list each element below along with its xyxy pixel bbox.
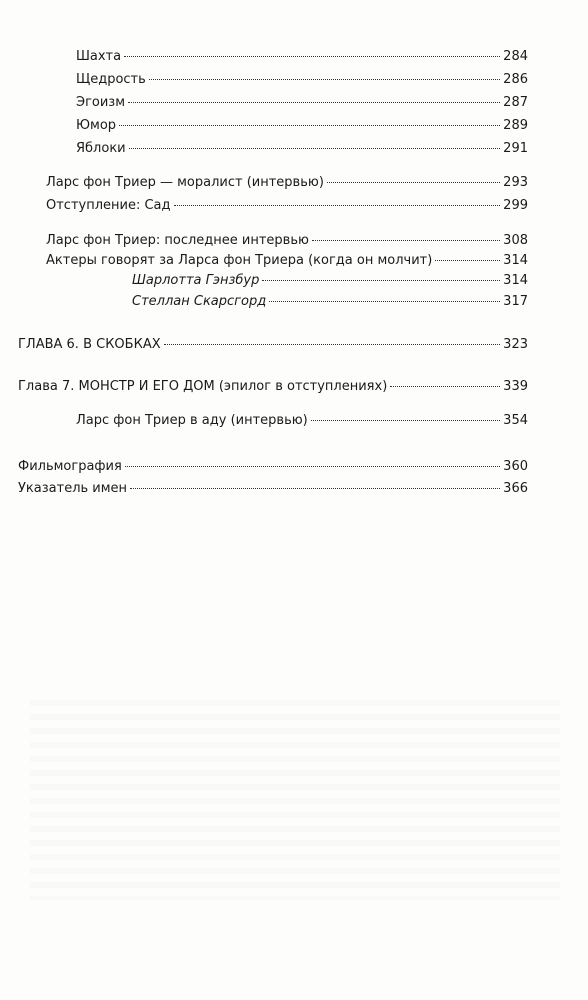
toc-entry-name-index [18,481,528,499]
toc-entry-chapter-6 [18,337,528,355]
toc-entry-label: Ларс фон Триер в аду (интервью) [76,413,308,428]
toc-entry-in-hell-interview [76,413,528,431]
toc-entry-last-interview [46,233,528,251]
toc-entry-label: ГЛАВА 6. В СКОБКАХ [18,337,161,352]
toc-page-number: 284 [503,49,528,64]
toc-entry-gainsbourg [132,273,528,291]
toc-entry-shakhta [76,49,528,67]
toc-entry-label: Шарлотта Гэнзбур [132,273,260,288]
toc-page-number: 339 [503,379,528,394]
toc-entry-label: Указатель имен [18,481,128,496]
toc-page-number: 354 [503,413,528,428]
toc-entry-yabloki [76,141,528,159]
toc-entry-yumor [76,118,528,136]
dot-leader [128,102,500,103]
dot-leader [119,125,500,126]
toc-page-number: 308 [503,233,528,248]
toc-entry-moralist-interview [46,175,528,193]
dot-leader [390,386,500,387]
toc-page-number: 287 [503,95,528,110]
dot-leader [125,466,500,467]
toc-page-number: 323 [503,337,528,352]
toc-page-number: 314 [503,273,528,288]
dot-leader [124,56,500,57]
toc-page-number: 317 [503,294,528,309]
toc-entry-actors-speak [46,253,528,271]
toc-entry-shchedrost [76,72,528,90]
dot-leader [130,488,500,489]
toc-entry-label: Актеры говорят за Ларса фон Триера (когда он молчит) [46,253,433,268]
toc-entry-egoizm [76,95,528,113]
toc-entry-label: Щедрость [76,72,146,87]
toc-entry-label: Юмор [76,118,117,133]
toc-entry-skarsgard [132,294,528,312]
toc-page-number: 366 [503,481,528,496]
toc-page-number: 289 [503,118,528,133]
dot-leader [312,240,500,241]
dot-leader [327,182,500,183]
toc-entry-label: Эгоизм [76,95,126,110]
toc-entry-label: Глава 7. МОНСТР И ЕГО ДОМ (эпилог в отступлениях) [18,379,388,394]
dot-leader [129,148,501,149]
toc-page-number: 291 [503,141,528,156]
toc-page-number: 360 [503,459,528,474]
toc-entry-label: Шахта [76,49,122,64]
dot-leader [174,205,501,206]
dot-leader [149,79,500,80]
toc-entry-label: Ларс фон Триер — моралист (интервью) [46,175,324,190]
toc-page-number: 299 [503,198,528,213]
toc-entry-chapter-7 [18,379,528,397]
toc-entry-label: Яблоки [76,141,126,156]
toc-entry-label: Стеллан Скарсгорд [132,294,267,309]
toc-entry-filmography [18,459,528,477]
dot-leader [164,344,501,345]
toc-entry-label: Отступление: Сад [46,198,171,213]
toc-page-number: 314 [503,253,528,268]
dot-leader [262,280,500,281]
toc-page-number: 293 [503,175,528,190]
toc-entry-label: Фильмография [18,459,122,474]
toc-entry-label: Ларс фон Триер: последнее интервью [46,233,309,248]
dot-leader [435,260,500,261]
toc-page-number: 286 [503,72,528,87]
dot-leader [269,301,500,302]
bleed-through-texture [30,700,560,900]
dot-leader [311,420,500,421]
toc-entry-sad [46,198,528,216]
